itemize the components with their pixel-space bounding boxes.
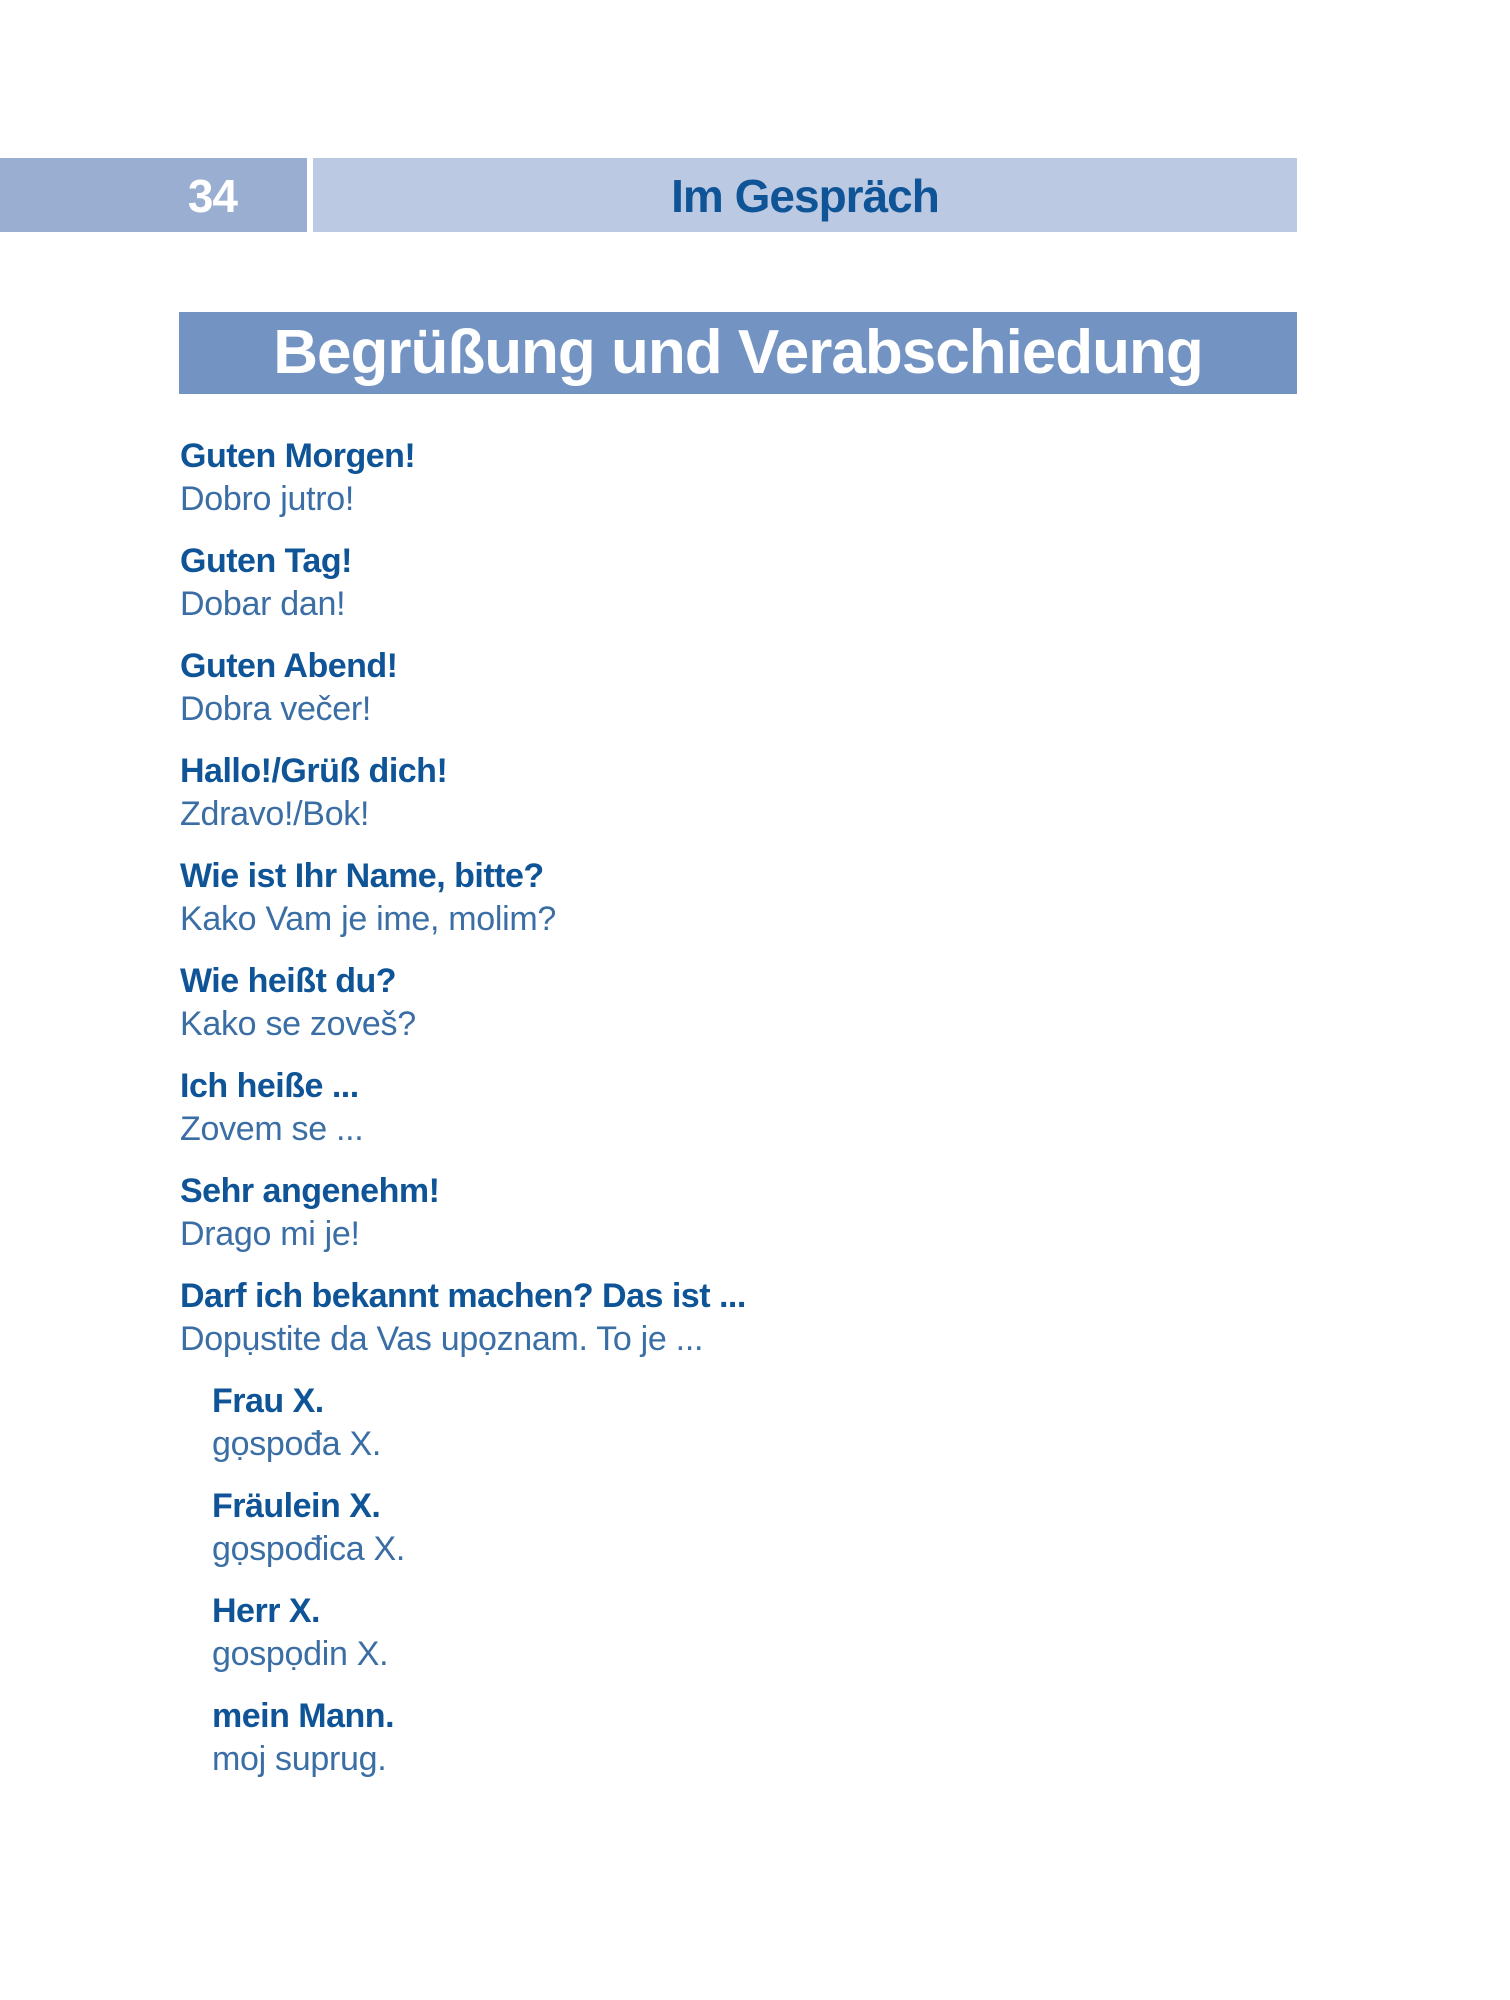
croatian-translation: Dobar dan! bbox=[180, 585, 346, 623]
croatian-translation: Kako se zoveš? bbox=[180, 1005, 416, 1043]
chapter-title: Begrüßung und Verabschiedung bbox=[273, 318, 1203, 387]
croatian-translation: moj suprug. bbox=[212, 1740, 387, 1778]
german-phrase: Hallo!/Grüß dich! bbox=[180, 752, 448, 790]
croatian-translation: Zdravo!/Bok! bbox=[180, 795, 370, 833]
croatian-translation: Dobra večer! bbox=[180, 690, 372, 728]
croatian-translation: Zovem se ... bbox=[180, 1110, 364, 1148]
phrase-entry bbox=[180, 644, 1280, 749]
phrase-entry bbox=[180, 1169, 1280, 1274]
phrase-entry bbox=[180, 539, 1280, 644]
german-phrase: Darf ich bekannt machen? Das ist ... bbox=[180, 1277, 746, 1315]
german-phrase: Wie heißt du? bbox=[180, 962, 397, 1000]
german-phrase: Sehr angenehm! bbox=[180, 1172, 440, 1210]
croatian-translation: gọspođa X. bbox=[212, 1425, 382, 1463]
croatian-translation: Dopụstite da Vas upọznam. To je ... bbox=[180, 1320, 704, 1358]
phrase-entry-indented bbox=[180, 1694, 1280, 1799]
german-phrase: Guten Morgen! bbox=[180, 437, 416, 475]
phrase-entry-indented bbox=[180, 1484, 1280, 1589]
running-head bbox=[0, 158, 1297, 232]
german-phrase: Wie ist Ihr Name, bitte? bbox=[180, 857, 544, 895]
section-band bbox=[313, 158, 1297, 232]
german-phrase: Frau X. bbox=[212, 1382, 324, 1420]
phrase-entry bbox=[180, 434, 1280, 539]
croatian-translation: Drago mi je! bbox=[180, 1215, 360, 1253]
phrase-entry bbox=[180, 1064, 1280, 1169]
croatian-translation: Dobro jutro! bbox=[180, 480, 355, 518]
phrase-entry-indented bbox=[180, 1379, 1280, 1484]
german-phrase: mein Mann. bbox=[212, 1697, 395, 1735]
croatian-translation: gospọdin X. bbox=[212, 1635, 389, 1673]
section-title: Im Gespräch bbox=[671, 170, 939, 222]
phrase-entry bbox=[180, 749, 1280, 854]
phrase-entry-indented bbox=[180, 1589, 1280, 1694]
phrase-entry bbox=[180, 1274, 1280, 1379]
croatian-translation: gọspođica X. bbox=[212, 1530, 405, 1568]
phrase-entry bbox=[180, 959, 1280, 1064]
page-number: 34 bbox=[187, 170, 237, 222]
german-phrase: Guten Tag! bbox=[180, 542, 352, 580]
phrase-entry bbox=[180, 854, 1280, 959]
german-phrase: Fräulein X. bbox=[212, 1487, 381, 1525]
croatian-translation: Kako Vam je ime, molim? bbox=[180, 900, 557, 938]
german-phrase: Ich heiße ... bbox=[180, 1067, 359, 1105]
german-phrase: Herr X. bbox=[212, 1592, 320, 1630]
german-phrase: Guten Abend! bbox=[180, 647, 398, 685]
page-number-band bbox=[0, 158, 307, 232]
chapter-title-band bbox=[179, 312, 1297, 394]
phrase-list bbox=[180, 434, 1280, 1799]
